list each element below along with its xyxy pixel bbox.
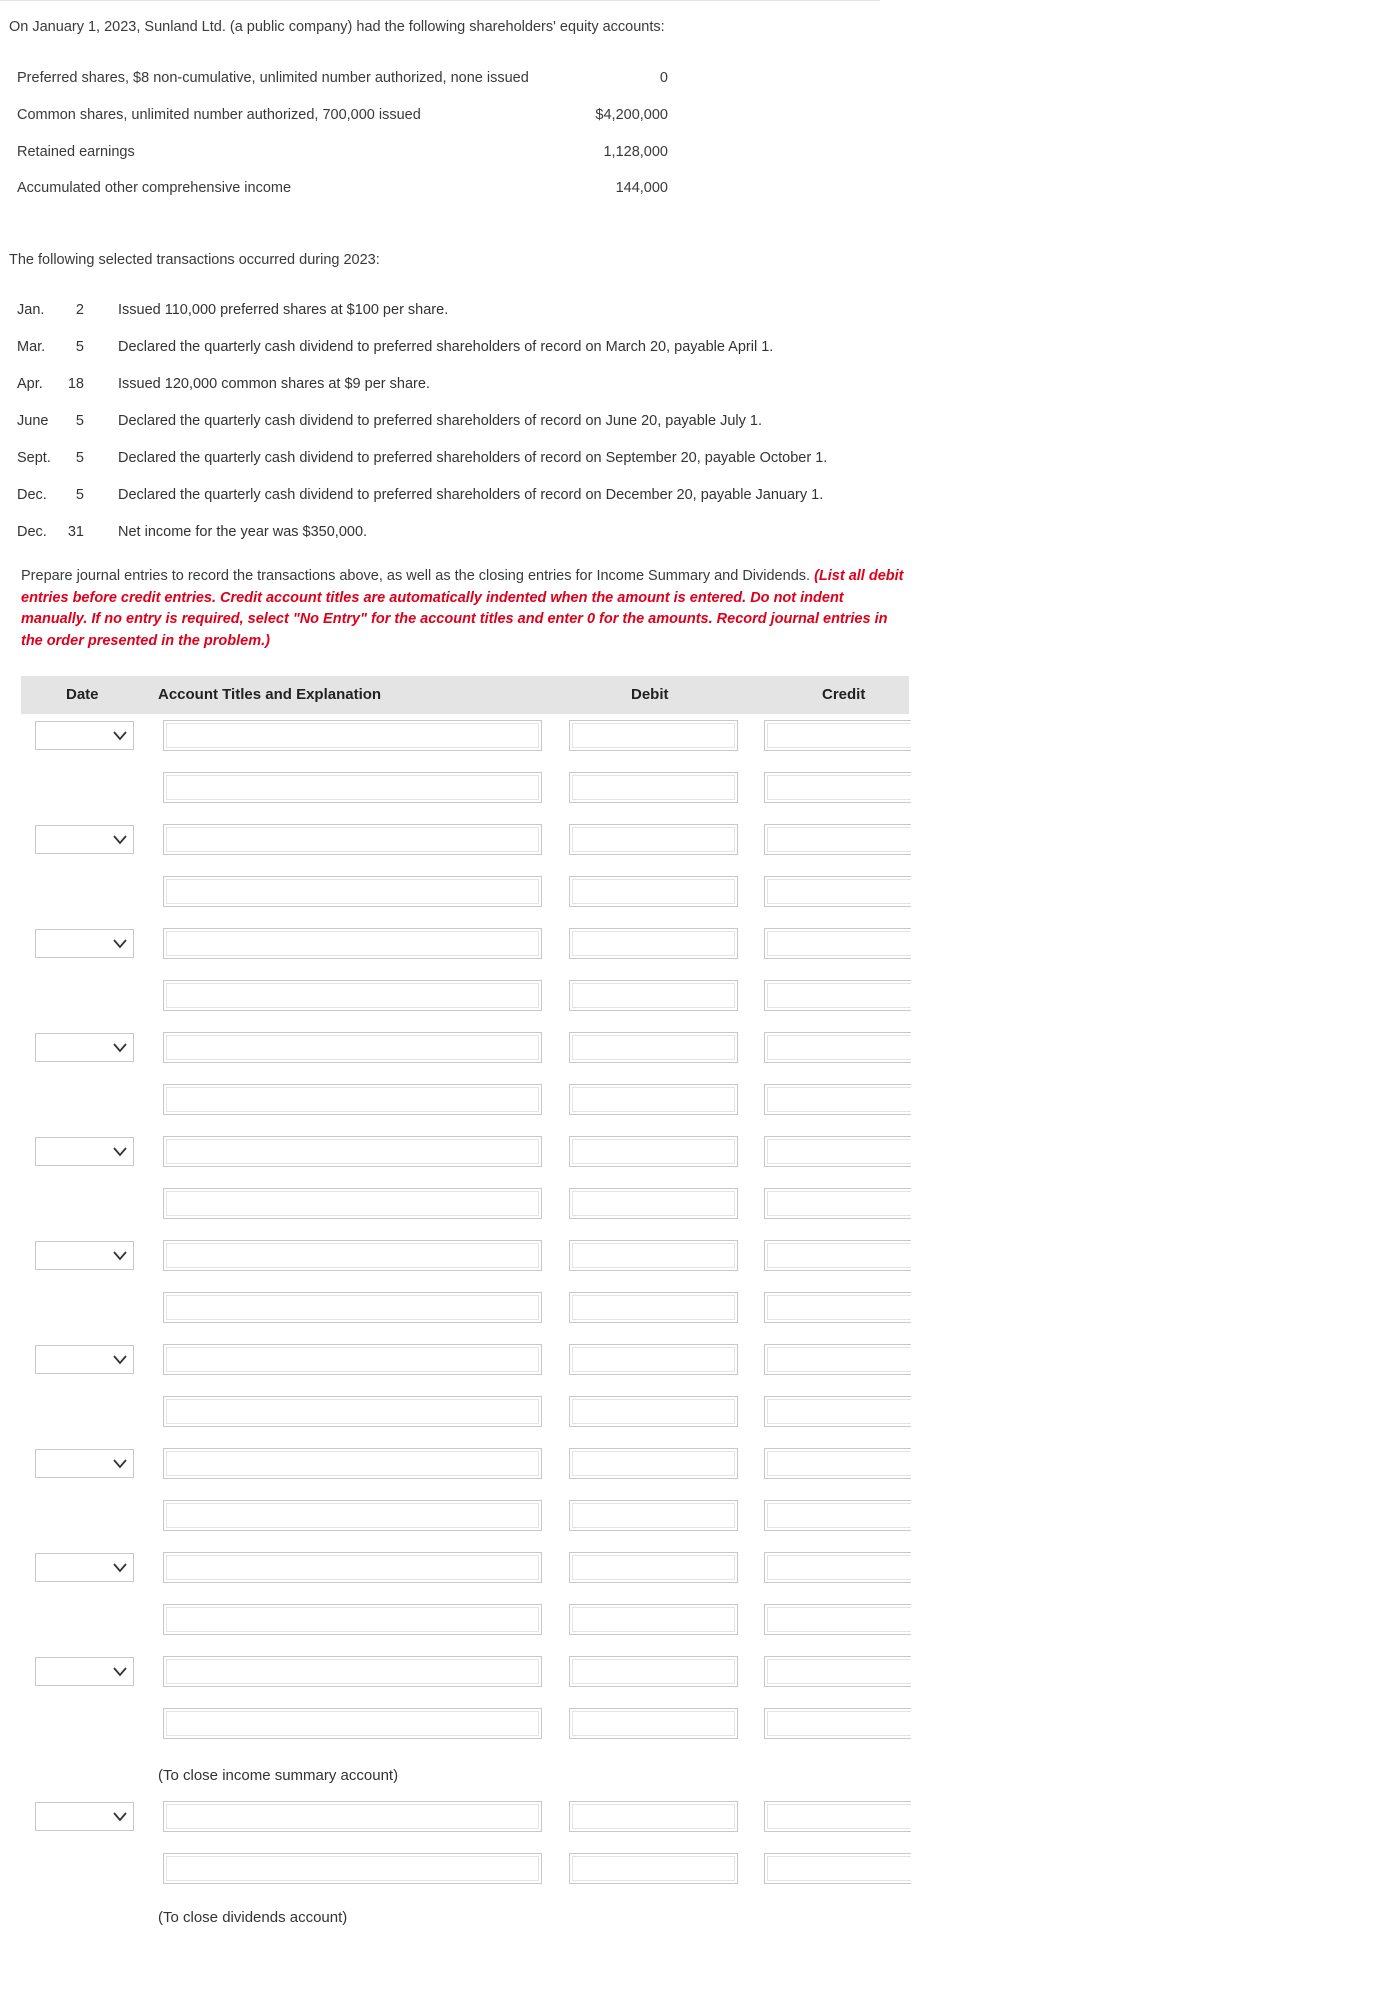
debit-amount-input[interactable] [569, 1084, 738, 1115]
debit-amount-input[interactable] [569, 1240, 738, 1271]
debit-amount-input[interactable] [569, 1032, 738, 1063]
account-title-input[interactable] [163, 1500, 542, 1531]
transaction-text: Declared the quarterly cash dividend to preferred shareholders of record on June 20, payable July 1. [118, 413, 763, 429]
credit-amount-input[interactable] [764, 928, 911, 959]
credit-amount-input[interactable] [764, 1292, 911, 1323]
debit-amount-input[interactable] [569, 1708, 738, 1739]
date-select[interactable] [35, 1033, 134, 1062]
transaction-text: Declared the quarterly cash dividend to preferred shareholders of record on December 20, payable January 1. [118, 487, 824, 503]
date-select[interactable] [35, 825, 134, 854]
account-title-input[interactable] [163, 1292, 542, 1323]
instructions-emphasis: (List all debit entries before credit entries. Credit account titles are automatically indented when the amount is entered. Do not indent manually. If no entry is required, select "No Entry" for the account titles and enter 0 for the amounts. Record journal entries in the order presented in the problem.) [21, 568, 904, 649]
date-select[interactable] [35, 1802, 134, 1831]
chevron-down-icon [113, 835, 127, 845]
debit-amount-input[interactable] [569, 1292, 738, 1323]
debit-amount-input[interactable] [569, 1448, 738, 1479]
credit-amount-input[interactable] [764, 772, 911, 803]
date-select[interactable] [35, 1345, 134, 1374]
date-select[interactable] [35, 1137, 134, 1166]
debit-amount-input[interactable] [569, 876, 738, 907]
instructions-main: Prepare journal entries to record the transactions above, as well as the closing entries for Income Summary and Dividends. [21, 568, 815, 584]
debit-amount-input[interactable] [569, 1136, 738, 1167]
transaction-text: Declared the quarterly cash dividend to preferred shareholders of record on September 20, payable October 1. [118, 450, 828, 466]
chevron-down-icon [113, 1563, 127, 1573]
transaction-day: 31 [67, 524, 84, 540]
debit-amount-input[interactable] [569, 980, 738, 1011]
transaction-day: 2 [75, 302, 84, 318]
header-credit: Credit [822, 686, 866, 703]
credit-amount-input[interactable] [764, 1396, 911, 1427]
account-title-input[interactable] [163, 980, 542, 1011]
transaction-day: 5 [75, 413, 84, 429]
debit-amount-input[interactable] [569, 720, 738, 751]
chevron-down-icon [113, 731, 127, 741]
transaction-month: Dec. [17, 487, 47, 503]
chevron-down-icon [113, 1459, 127, 1469]
transaction-day: 5 [75, 339, 84, 355]
credit-amount-input[interactable] [764, 876, 911, 907]
account-title-input[interactable] [163, 824, 542, 855]
account-title-input[interactable] [163, 1801, 542, 1832]
transaction-day: 5 [75, 487, 84, 503]
account-title-input[interactable] [163, 1604, 542, 1635]
debit-amount-input[interactable] [569, 1500, 738, 1531]
chevron-down-icon [113, 1667, 127, 1677]
transaction-month: Apr. [17, 376, 43, 392]
date-select[interactable] [35, 1657, 134, 1686]
equity-amount-common: $4,200,000 [595, 107, 668, 123]
credit-amount-input[interactable] [764, 1084, 911, 1115]
transaction-text: Declared the quarterly cash dividend to preferred shareholders of record on March 20, payable April 1. [118, 339, 774, 355]
equity-amount-retained: 1,128,000 [603, 144, 668, 160]
chevron-down-icon [113, 939, 127, 949]
credit-amount-input[interactable] [764, 1853, 911, 1884]
credit-amount-input[interactable] [764, 1136, 911, 1167]
debit-amount-input[interactable] [569, 1188, 738, 1219]
transaction-month: Mar. [17, 339, 46, 355]
date-select[interactable] [35, 1553, 134, 1582]
transaction-text: Net income for the year was $350,000. [118, 524, 368, 540]
equity-label-aoci: Accumulated other comprehensive income [17, 180, 292, 196]
debit-amount-input[interactable] [569, 1853, 738, 1884]
chevron-down-icon [113, 1251, 127, 1261]
chevron-down-icon [113, 1812, 127, 1822]
credit-amount-input[interactable] [764, 1552, 911, 1583]
credit-amount-input[interactable] [764, 1708, 911, 1739]
transaction-month: Dec. [17, 524, 47, 540]
credit-amount-input[interactable] [764, 1801, 911, 1832]
journal-table-header [21, 676, 909, 714]
account-title-input[interactable] [163, 1084, 542, 1115]
credit-amount-input[interactable] [764, 1500, 911, 1531]
date-select[interactable] [35, 1241, 134, 1270]
date-select[interactable] [35, 1449, 134, 1478]
credit-amount-input[interactable] [764, 1188, 911, 1219]
credit-amount-input[interactable] [764, 980, 911, 1011]
debit-amount-input[interactable] [569, 1344, 738, 1375]
account-title-input[interactable] [163, 1188, 542, 1219]
transactions-heading: The following selected transactions occurred during 2023: [9, 252, 380, 268]
equity-label-retained: Retained earnings [17, 144, 135, 160]
credit-amount-input[interactable] [764, 1344, 911, 1375]
account-title-input[interactable] [163, 1552, 542, 1583]
account-title-input[interactable] [163, 876, 542, 907]
account-title-input[interactable] [163, 1240, 542, 1271]
debit-amount-input[interactable] [569, 1552, 738, 1583]
account-title-input[interactable] [163, 1396, 542, 1427]
debit-amount-input[interactable] [569, 1801, 738, 1832]
transaction-day: 5 [75, 450, 84, 466]
debit-amount-input[interactable] [569, 1396, 738, 1427]
transaction-month: Sept. [17, 450, 51, 466]
credit-amount-input[interactable] [764, 1240, 911, 1271]
date-select[interactable] [35, 721, 134, 750]
account-title-input[interactable] [163, 772, 542, 803]
instructions [21, 566, 911, 652]
header-debit: Debit [631, 686, 669, 703]
account-title-input[interactable] [163, 1344, 542, 1375]
account-title-input[interactable] [163, 720, 542, 751]
credit-amount-input[interactable] [764, 720, 911, 751]
close-dividends-note: (To close dividends account) [158, 1909, 348, 1926]
debit-amount-input[interactable] [569, 1656, 738, 1687]
credit-amount-input[interactable] [764, 1656, 911, 1687]
equity-label-preferred: Preferred shares, $8 non-cumulative, unlimited number authorized, none issued [17, 70, 529, 86]
close-income-summary-note: (To close income summary account) [158, 1767, 399, 1784]
transaction-text: Issued 120,000 common shares at $9 per share. [118, 376, 430, 392]
transaction-month: Jan. [17, 302, 45, 318]
account-title-input[interactable] [163, 1032, 542, 1063]
debit-amount-input[interactable] [569, 824, 738, 855]
debit-amount-input[interactable] [569, 928, 738, 959]
account-title-input[interactable] [163, 928, 542, 959]
account-title-input[interactable] [163, 1656, 542, 1687]
intro-text: On January 1, 2023, Sunland Ltd. (a public company) had the following shareholders' equity accounts: [9, 19, 665, 35]
debit-amount-input[interactable] [569, 1604, 738, 1635]
chevron-down-icon [113, 1043, 127, 1053]
account-title-input[interactable] [163, 1448, 542, 1479]
transaction-month: June [17, 413, 49, 429]
header-date: Date [66, 686, 99, 703]
equity-amount-aoci: 144,000 [615, 180, 668, 196]
chevron-down-icon [113, 1355, 127, 1365]
credit-amount-input[interactable] [764, 1448, 911, 1479]
transaction-day: 18 [67, 376, 84, 392]
transaction-text: Issued 110,000 preferred shares at $100 per share. [118, 302, 449, 318]
date-select[interactable] [35, 929, 134, 958]
account-title-input[interactable] [163, 1136, 542, 1167]
header-account: Account Titles and Explanation [158, 686, 382, 703]
credit-amount-input[interactable] [764, 1032, 911, 1063]
equity-label-common: Common shares, unlimited number authorized, 700,000 issued [17, 107, 421, 123]
credit-amount-input[interactable] [764, 1604, 911, 1635]
chevron-down-icon [113, 1147, 127, 1157]
credit-amount-input[interactable] [764, 824, 911, 855]
account-title-input[interactable] [163, 1853, 542, 1884]
debit-amount-input[interactable] [569, 772, 738, 803]
account-title-input[interactable] [163, 1708, 542, 1739]
equity-amount-preferred: 0 [659, 70, 668, 86]
top-divider [0, 0, 880, 1]
